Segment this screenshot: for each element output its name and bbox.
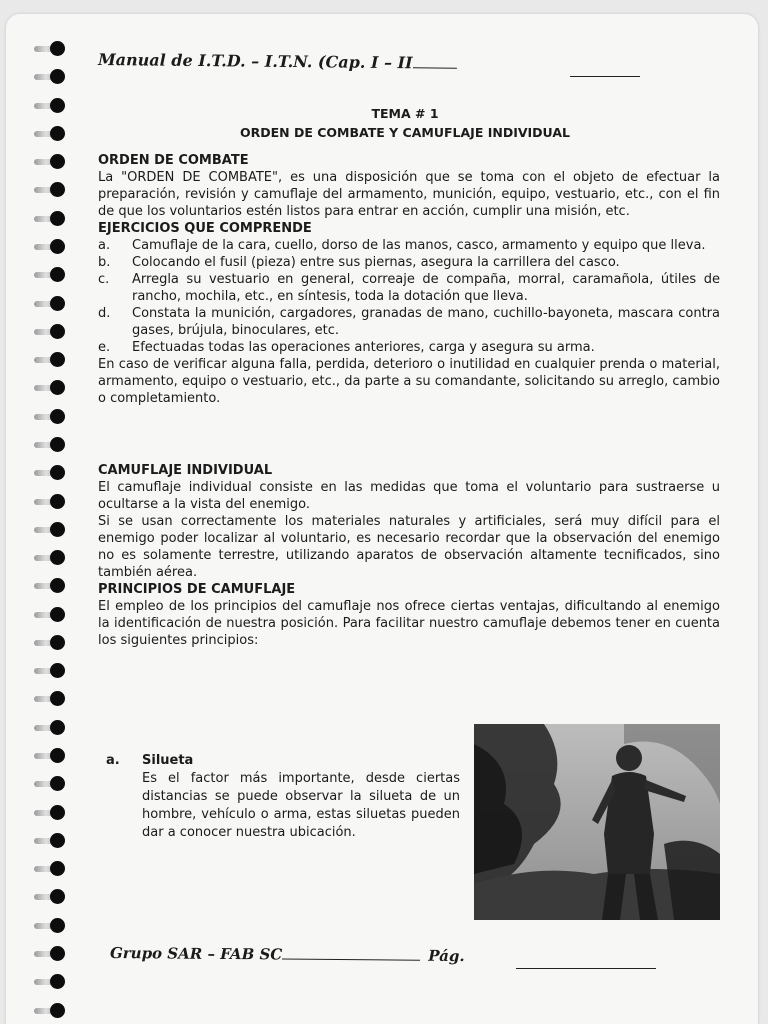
header-right-line: [570, 76, 640, 77]
orden-closing: En caso de verificar alguna falla, perdida, deterioro o inutilidad en cualquier prenda o material, armamento, equipo o vestuario, etc., da parte a su comandante, solicitando su arreglo, cambio o completamiento.: [98, 357, 720, 406]
camuflaje-paragraph-2: Si se usan correctamente los materiales naturales y artificiales, será muy difícil para el enemigo poder localizar al voluntario, es necesario recordar que la observación del enemigo no es solamente terrestre, utilizando aparatos de observación altamente tecnificados, sino también aérea.: [98, 514, 720, 580]
item-text: Camuflaje de la cara, cuello, dorso de las manos, casco, armamento y equipo que lleva.: [132, 238, 706, 253]
tema-number: TEMA # 1: [371, 106, 439, 121]
footer-page-line: [516, 968, 656, 969]
manual-header: [98, 50, 457, 73]
page-content: [6, 14, 752, 1010]
orden-section: [98, 152, 720, 407]
camuflaje-paragraph-1: El camuflaje individual consiste en las medidas que toma el voluntario para sustraerse u ocultarse a la vista del enemigo.: [98, 480, 720, 512]
ejercicios-heading: EJERCICIOS QUE COMPRENDE: [98, 221, 312, 236]
item-letter: c.: [98, 272, 110, 287]
item-text: Constata la munición, cargadores, granadas de mano, cuchillo-bayoneta, mascara contra gases, brújula, binoculares, etc.: [132, 306, 720, 338]
footer-blank-line: [282, 959, 420, 961]
orden-paragraph: La "ORDEN DE COMBATE", es una disposición que se toma con el objeto de efectuar la preparación, revisión y camuflaje del armamento, munición, equipo, vestuario, etc., con el fin de que los voluntarios estén listos para entrar en acción, cumplir una misión, etc.: [98, 170, 720, 219]
silueta-title: Silueta: [142, 753, 194, 768]
item-text: Colocando el fusil (pieza) entre sus piernas, asegura la carrillera del casco.: [132, 255, 620, 270]
header-blank-line: [413, 67, 457, 68]
item-text: Arregla su vestuario en general, correaje de compaña, morral, caramañola, útiles de rancho, mochila, etc., en síntesis, toda la dotación que lleva.: [132, 272, 720, 304]
list-item: [98, 254, 720, 271]
silueta-letter: a.: [106, 753, 120, 768]
item-letter: b.: [98, 255, 111, 270]
orden-heading: ORDEN DE COMBATE: [98, 153, 249, 168]
item-text: Efectuadas todas las operaciones anteriores, carga y asegura su arma.: [132, 340, 595, 355]
soldier-silhouette-photo: [474, 724, 720, 920]
list-item: [98, 271, 720, 305]
page-footer: [110, 944, 465, 965]
camuflaje-heading: CAMUFLAJE INDIVIDUAL: [98, 463, 273, 478]
footer-page-label: Pág.: [428, 946, 465, 966]
notebook-page: [6, 14, 758, 1024]
item-letter: d.: [98, 306, 111, 321]
principios-paragraph: El empleo de los principios del camuflaje nos ofrece ciertas ventajas, dificultando al enemigo la identificación de nuestra posición. Para facilitar nuestro camuflaje debemos tener en cuenta los siguientes principios:: [98, 599, 720, 648]
ejercicios-list: [98, 237, 720, 356]
tema-title: ORDEN DE COMBATE Y CAMUFLAJE INDIVIDUAL: [240, 125, 570, 140]
manual-title: Manual de I.T.D. – I.T.N. (Cap. I – II: [97, 50, 413, 73]
silueta-section: [106, 752, 460, 842]
silhouette-illustration: [474, 724, 720, 920]
list-item: [98, 237, 720, 254]
footer-group: Grupo SAR – FAB SC: [109, 944, 283, 964]
list-item: [98, 305, 720, 339]
camuflaje-section: [98, 462, 720, 649]
principios-heading: PRINCIPIOS DE CAMUFLAJE: [98, 582, 296, 597]
item-letter: e.: [98, 340, 111, 355]
list-item: [98, 339, 720, 356]
item-letter: a.: [98, 238, 111, 253]
silueta-text: Es el factor más importante, desde ciertas distancias se puede observar la silueta de un hombre, vehículo o arma, estas siluetas pueden dar a conocer nuestra ubicación.: [142, 771, 460, 840]
